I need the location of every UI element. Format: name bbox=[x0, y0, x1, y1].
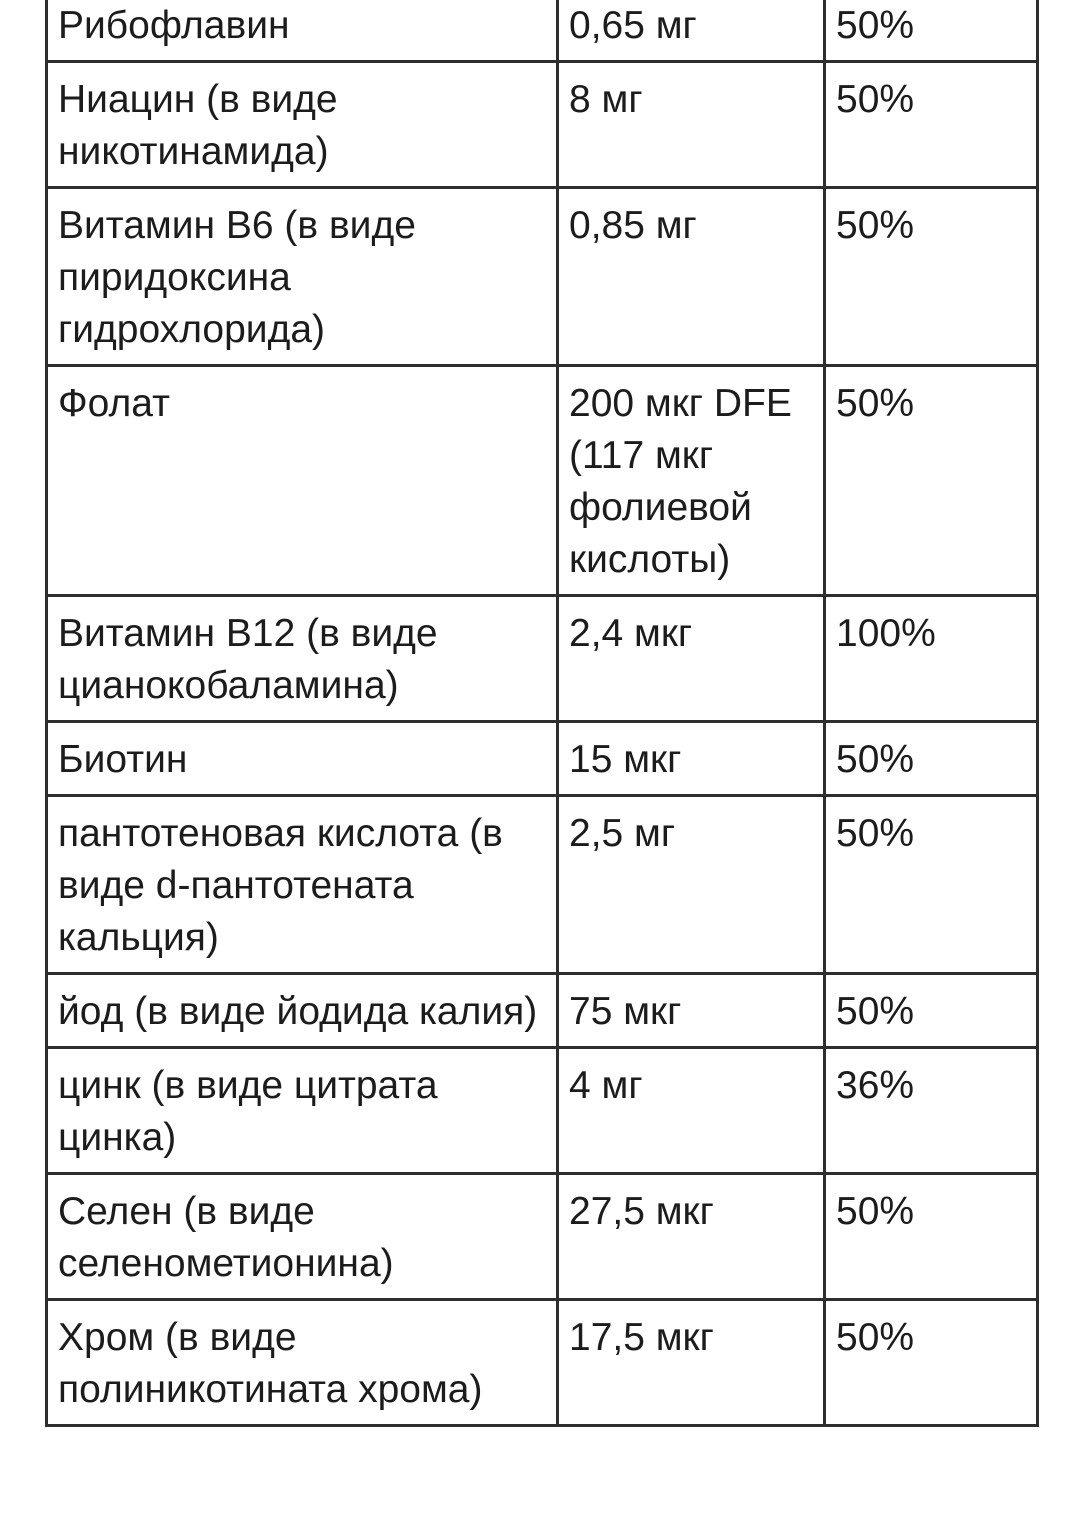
nutrient-amount: 200 мкг DFE (117 мкг фолиевой кислоты) bbox=[558, 366, 825, 596]
table-row bbox=[47, 0, 1038, 62]
table-row bbox=[47, 62, 1038, 188]
table-row bbox=[47, 188, 1038, 366]
table-row bbox=[47, 722, 1038, 796]
table-row bbox=[47, 366, 1038, 596]
nutrient-percent: 50% bbox=[825, 366, 1038, 596]
nutrient-amount: 17,5 мкг bbox=[558, 1300, 825, 1426]
nutrient-name: Витамин B6 (в виде пиридоксина гидрохлорида) bbox=[47, 188, 558, 366]
nutrient-percent: 36% bbox=[825, 1048, 1038, 1174]
nutrient-amount: 8 мг bbox=[558, 62, 825, 188]
nutrient-amount: 15 мкг bbox=[558, 722, 825, 796]
nutrient-amount: 2,4 мкг bbox=[558, 596, 825, 722]
nutrient-percent: 50% bbox=[825, 722, 1038, 796]
nutrient-name: пантотеновая кислота (в виде d-пантотената кальция) bbox=[47, 796, 558, 974]
table-row bbox=[47, 1174, 1038, 1300]
nutrient-amount: 2,5 мг bbox=[558, 796, 825, 974]
nutrient-percent: 50% bbox=[825, 796, 1038, 974]
nutrient-name: Биотин bbox=[47, 722, 558, 796]
nutrient-name: Ниацин (в виде никотинамида) bbox=[47, 62, 558, 188]
nutrient-name: Селен (в виде селенометионина) bbox=[47, 1174, 558, 1300]
nutrient-name: цинк (в виде цитрата цинка) bbox=[47, 1048, 558, 1174]
nutrient-percent: 50% bbox=[825, 0, 1038, 62]
table-row bbox=[47, 974, 1038, 1048]
table-row bbox=[47, 1048, 1038, 1174]
nutrient-percent: 50% bbox=[825, 188, 1038, 366]
nutrient-amount: 0,65 мг bbox=[558, 0, 825, 62]
nutrient-name: Рибофлавин bbox=[47, 0, 558, 62]
nutrient-amount: 0,85 мг bbox=[558, 188, 825, 366]
nutrient-percent: 100% bbox=[825, 596, 1038, 722]
table-row bbox=[47, 596, 1038, 722]
table-row bbox=[47, 1300, 1038, 1426]
nutrient-amount: 75 мкг bbox=[558, 974, 825, 1048]
nutrient-table bbox=[45, 0, 1039, 1427]
nutrient-name: йод (в виде йодида калия) bbox=[47, 974, 558, 1048]
nutrient-percent: 50% bbox=[825, 1300, 1038, 1426]
nutrient-table-container bbox=[45, 0, 1039, 1427]
nutrient-name: Витамин B12 (в виде цианокобаламина) bbox=[47, 596, 558, 722]
nutrient-name: Хром (в виде полиникотината хрома) bbox=[47, 1300, 558, 1426]
nutrient-amount: 27,5 мкг bbox=[558, 1174, 825, 1300]
nutrient-percent: 50% bbox=[825, 974, 1038, 1048]
nutrient-percent: 50% bbox=[825, 1174, 1038, 1300]
nutrient-name: Фолат bbox=[47, 366, 558, 596]
nutrient-percent: 50% bbox=[825, 62, 1038, 188]
nutrient-amount: 4 мг bbox=[558, 1048, 825, 1174]
table-row bbox=[47, 796, 1038, 974]
